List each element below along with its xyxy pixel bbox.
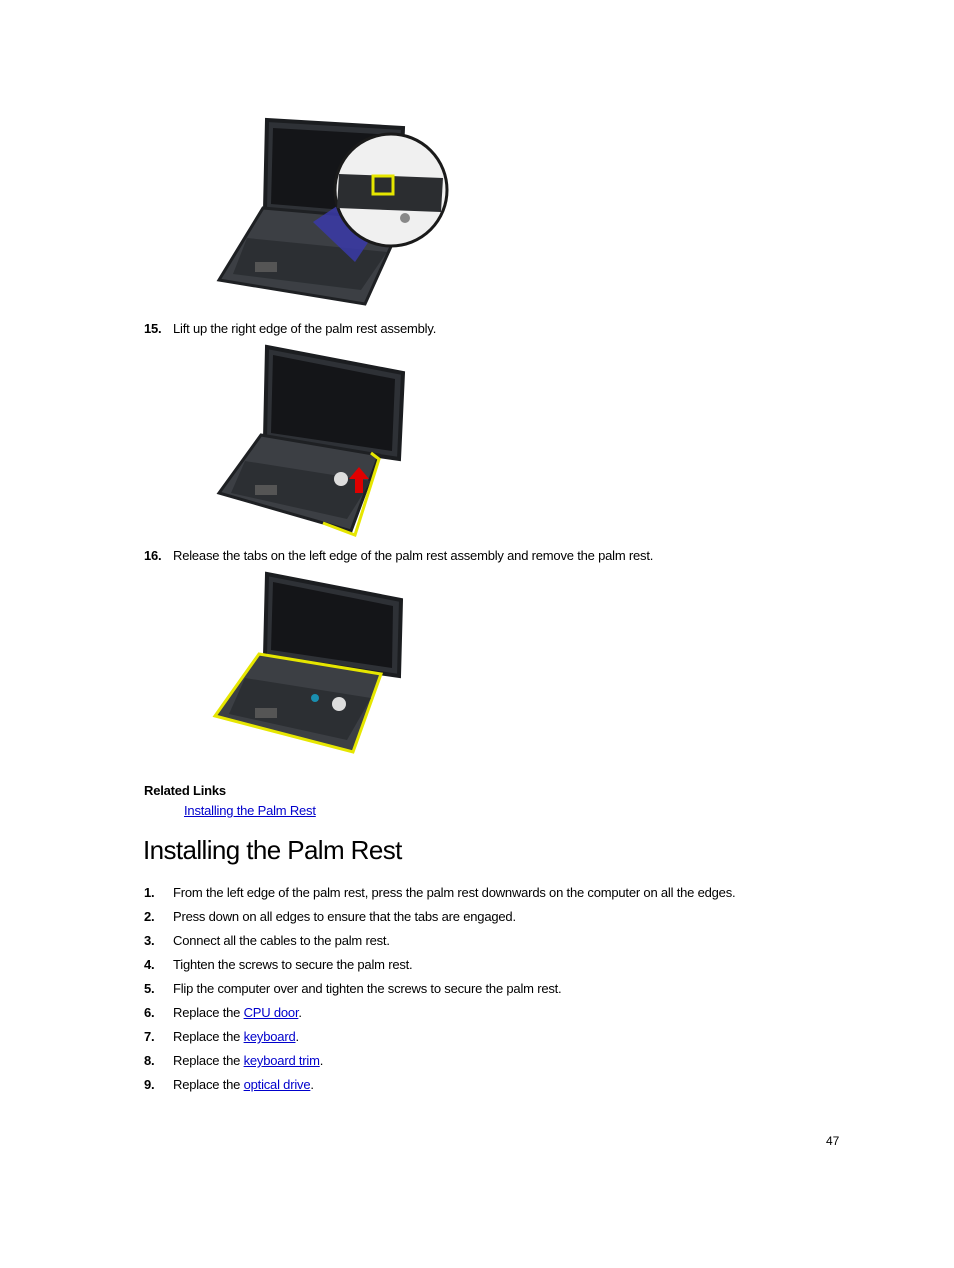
step-number: 5. bbox=[144, 981, 155, 996]
step-text: Lift up the right edge of the palm rest assembly. bbox=[173, 321, 437, 336]
installing-palm-rest-link[interactable]: Installing the Palm Rest bbox=[184, 803, 316, 818]
step-text: Tighten the screws to secure the palm rest. bbox=[173, 957, 413, 972]
step-number: 16. bbox=[144, 548, 162, 563]
step-text: Release the tabs on the left edge of the palm rest assembly and remove the palm rest. bbox=[173, 548, 654, 563]
step-text bbox=[173, 1077, 314, 1093]
step-text-prefix: Replace the bbox=[173, 1029, 244, 1044]
related-link-installing-palm-rest[interactable] bbox=[184, 803, 316, 818]
palm-rest-lift-right-edge-image bbox=[175, 343, 465, 543]
section-title: Installing the Palm Rest bbox=[143, 835, 402, 865]
step-number: 7. bbox=[144, 1029, 155, 1044]
step-text-suffix: . bbox=[319, 1053, 324, 1068]
step-text-suffix: . bbox=[298, 1005, 302, 1020]
keyboard-link[interactable]: keyboard bbox=[243, 1029, 296, 1044]
palm-rest-removal-image bbox=[175, 570, 465, 765]
step-text bbox=[173, 1005, 302, 1021]
step-number: 8. bbox=[144, 1053, 155, 1068]
step-text-prefix: Replace the bbox=[173, 1077, 244, 1092]
step-text: Press down on all edges to ensure that the tabs are engaged. bbox=[173, 909, 516, 924]
step-text bbox=[173, 1029, 299, 1045]
step-number: 2. bbox=[144, 909, 155, 924]
step-text-prefix: Replace the bbox=[173, 1005, 244, 1020]
step-number: 15. bbox=[144, 321, 162, 336]
step-number: 3. bbox=[144, 933, 155, 948]
palm-rest-screw-callout-image bbox=[175, 112, 465, 312]
step-text: From the left edge of the palm rest, press the palm rest downwards on the computer on all the edges. bbox=[173, 885, 736, 900]
related-links-title: Related Links bbox=[144, 783, 226, 798]
step-text-suffix: . bbox=[295, 1029, 299, 1044]
step-number: 6. bbox=[144, 1005, 155, 1020]
step-text bbox=[173, 1053, 323, 1069]
cpu-door-link[interactable]: CPU door bbox=[243, 1005, 299, 1020]
step-text-suffix: . bbox=[310, 1077, 314, 1092]
step-number: 9. bbox=[144, 1077, 155, 1092]
keyboard-trim-link[interactable]: keyboard trim bbox=[243, 1053, 320, 1068]
page-number: 47 bbox=[826, 1134, 840, 1148]
step-text: Connect all the cables to the palm rest. bbox=[173, 933, 390, 948]
step-text-prefix: Replace the bbox=[173, 1053, 244, 1068]
step-number: 1. bbox=[144, 885, 155, 900]
step-text: Flip the computer over and tighten the screws to secure the palm rest. bbox=[173, 981, 562, 996]
step-number: 4. bbox=[144, 957, 155, 972]
optical-drive-link[interactable]: optical drive bbox=[243, 1077, 311, 1092]
